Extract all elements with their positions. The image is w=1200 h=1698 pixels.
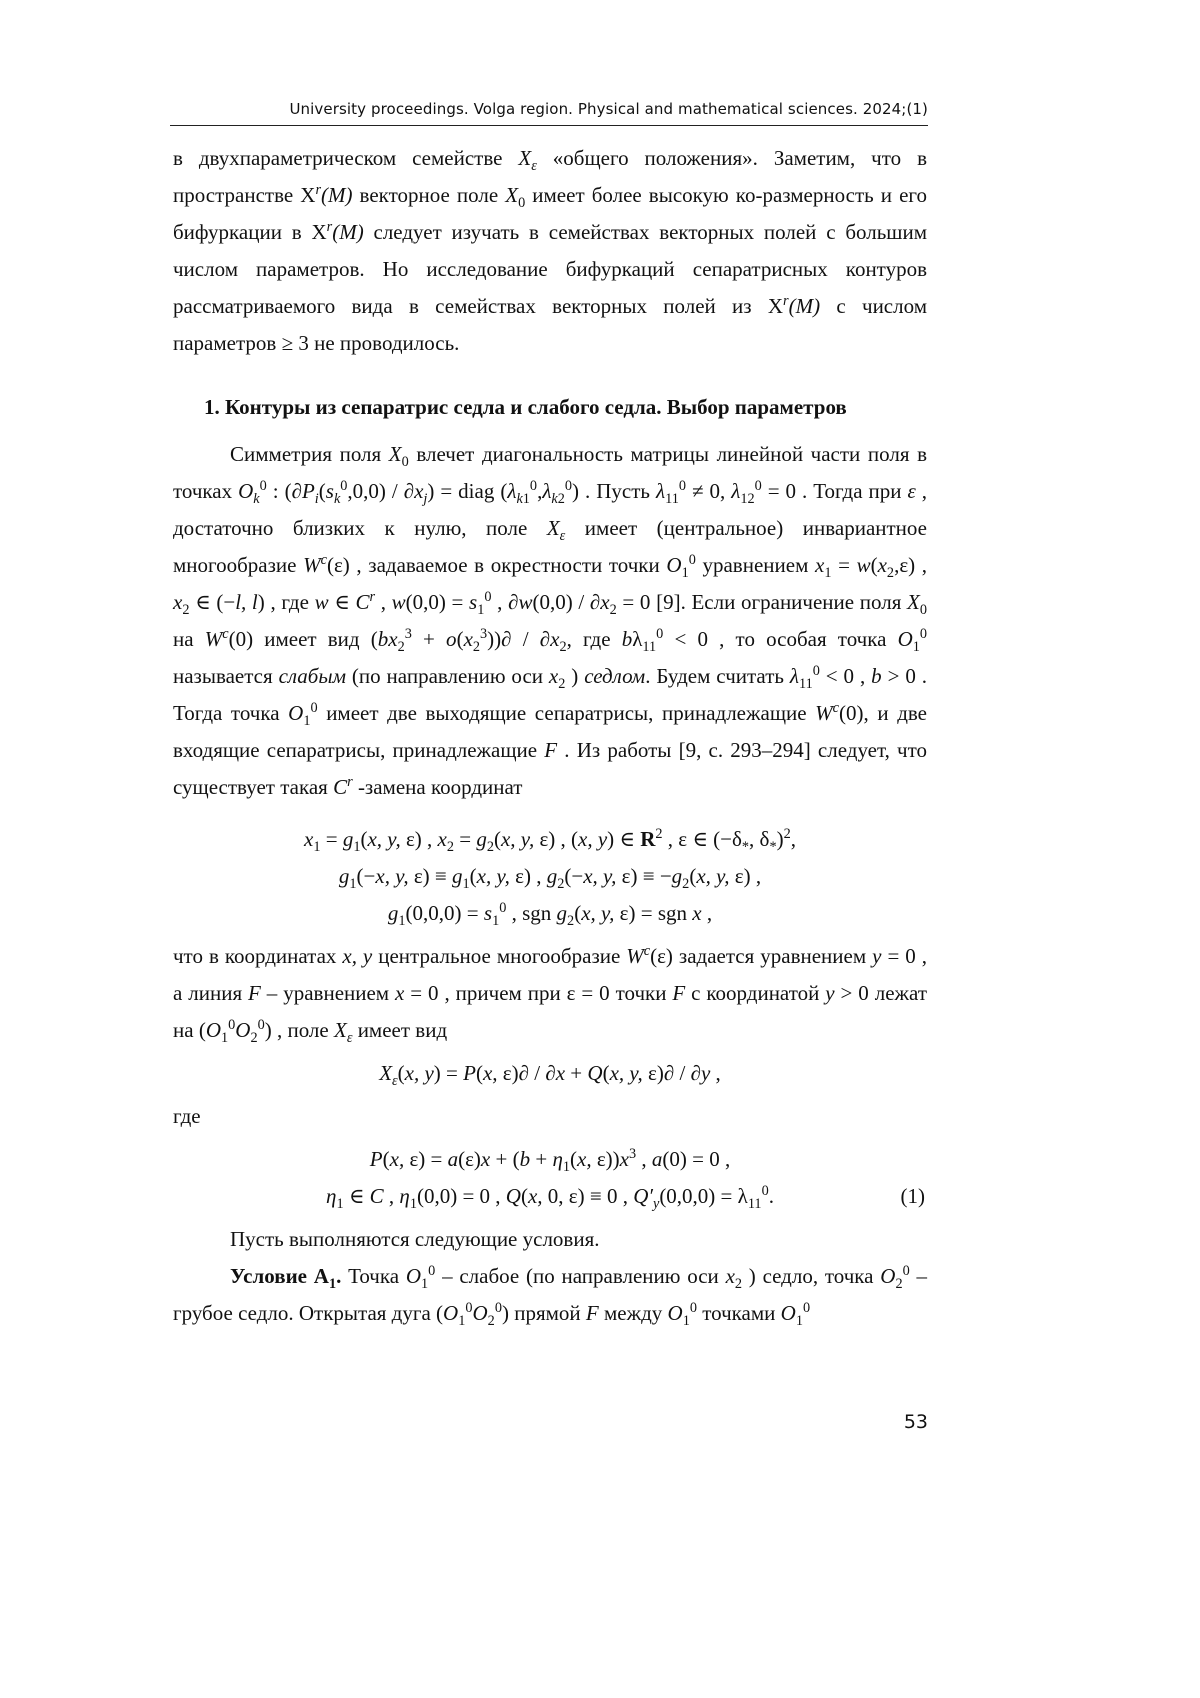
equation-vector-field: $X_\varepsilon(x$, y) = P(x, ε)∂ / ∂x + Q(x, y, ε)∂ / ∂y , [379,1061,721,1090]
paragraph-condition-a1: Условие $A_1$. Точка $O_1^0$ – слабое (по направлению оси $x_2$ ) седло, точка $O_2^0$ – грубое седло. Открытая дуга $(O_1^0O_2^0)$ прямой F между $O_1^0$ точками $O_1^0$ [173,1263,927,1330]
equation-number: (1) [900,1184,925,1208]
equation-1: $\eta_1$ ∈ C , $\eta_1(0,0) = 0$ , Q(x, 0, ε) ≡ 0 , $Q'_y(0,0,0) = \lambda_{11}^0$. (1) [173,1178,927,1215]
equation-coordinate-change-2: $g_1(-x$, y, $\varepsilon) \equiv g_1(x$, y, ε) , $g_2(-x$, y, $\varepsilon) \equiv -g_2(x$, y, ε) , [338,864,762,893]
header-rule [170,125,928,126]
page-body [173,140,927,1332]
condition-a1-label: Условие A [230,1264,329,1288]
paragraph-where: где [173,1104,201,1128]
paragraph-intro: в двухпараметрическом семействе $X_\varepsilon$ «общего положения». Заметим, что в пространстве $X^r(M)$ векторное поле $X_0$ имеет более высокую ко-размерность и его бифуркации в $X^r(M)$ следует изучать в семействах векторных полей с большим числом параметров. Но исследование бифуркаций сепаратрисных контуров рассматриваемого вида в семействах векторных полей из $X^r(M)$ с числом параметров ≥ 3 не проводилось. [173,146,928,355]
equation-coordinate-change-1: $x_1 = g_1(x$, y, ε) , $x_2 = g_2(x$, y, ε) , (x, y) ∈ $R^2$ , ε ∈ ($-\delta_*$, $\delta_*)^2$, [304,826,796,856]
page-number: 53 [903,1411,928,1433]
paragraph-symmetry: Симметрия поля $X_0$ влечет диагональность матрицы линейной части поля в точках $O_k^0$ : $(\partial P_i(s_k^0,0,0) / \partial x_j)$ = diag $(\lambda_{k1}^0,\lambda_{k2}^0)$ . Пусть $\lambda_{11}^0 \ne 0$, $\lambda_{12}^0 = 0$ . Тогда при ε , достаточно близких к нулю, поле $X_\varepsilon$ имеет (центральное) инвариантное многообразие $W^c(\varepsilon)$ , задаваемое в окрестности точки $O_1^0$ уравнением $x_1 = w(x_2,\varepsilon)$ , $x_2$ ∈ (−l, l) , где w ∈ $C^r$ , $w(0,0) = s_1^0$ , $\partial w(0,0) / \partial x_2 = 0$ [9]. Если ограничение поля $X_0$ на $W^c(0)$ имеет вид $(bx_2^3 + o(x_2^3))\partial / \partial x_2$, где $b\lambda_{11}^0 < 0$ , то особая точка $O_1^0$ называется слабым (по направлению оси $x_2$ ) седлом. Будем считать $\lambda_{11}^0 < 0$ , b > 0 . Тогда точка $O_1^0$ имеет две выходящие сепаратрисы, принадлежащие $W^c(0)$, и две входящие сепаратрисы, принадлежащие F . Из работы [9, с. 293–294] следует, что существует такая $C^r$ -замена координат [173,442,928,799]
paragraph-conditions-intro: Пусть выполняются следующие условия. [230,1227,600,1251]
equation-coordinate-change-3: $g_1(0,0,0) = s_1^0$ , sgn $g_2(x$, y, ε) = sgn x , [387,900,713,930]
equation-p-definition: P(x, $\varepsilon) = a(\varepsilon)x + (b + \eta_1(x$, $\varepsilon))x^3$ , a(0) = 0 , [369,1146,731,1176]
running-head: University proceedings. Volga region. Physical and mathematical sciences. 2024;(1) [289,100,928,118]
condition-a1-label-sub: 1 [328,1276,337,1293]
paragraph-central-manifold: что в координатах x, y центральное многообразие $W^c(\varepsilon)$ задается уравнением y = 0 , а линия F – уравнением x = 0 , причем при ε = 0 точки F с координатой y > 0 лежат на $(O_1^0O_2^0)$ , поле $X_\varepsilon$ имеет вид [173,943,928,1047]
section-heading: 1. Контуры из сепаратрис седла и слабого седла. Выбор параметров [204,395,847,419]
